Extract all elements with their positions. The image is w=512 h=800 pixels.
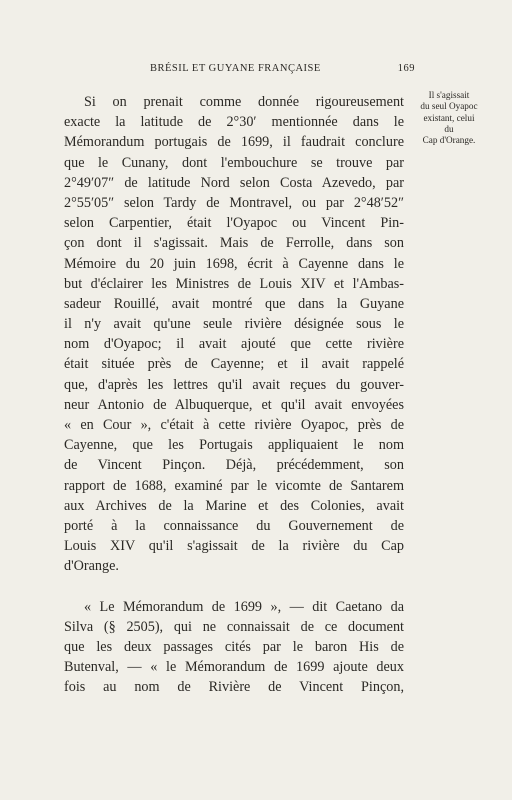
margin-note-line: existant, celui bbox=[423, 112, 475, 123]
text-line: que les deux passages cités par le baron His de bbox=[64, 638, 404, 655]
margin-note-line: du bbox=[444, 123, 454, 134]
text-line: de Vincent Pinçon. Déjà, précédemment, son bbox=[64, 457, 404, 474]
text-line: Mémorandum portugais de 1699, il faudrait conclure bbox=[64, 134, 404, 151]
text-line: d'Orange. bbox=[64, 558, 119, 575]
text-line: Si on prenait comme donnée rigoureusement bbox=[84, 94, 404, 110]
text-line: Silva (§ 2505), qui ne connaissait de ce document bbox=[64, 618, 404, 635]
text-line: que, d'après les lettres qu'il avait reçues du gouver- bbox=[64, 376, 404, 393]
text-line: 2°49′07″ de latitude Nord selon Costa Azevedo, par bbox=[64, 174, 404, 191]
text-line: aux Archives de la Marine et des Colonies, avait bbox=[64, 497, 404, 514]
text-line: 2°55′05″ selon Tardy de Montravel, ou par 2°48′52″ bbox=[64, 194, 404, 211]
text-line: nom d'Oyapoc; il avait ajouté que cette rivière bbox=[64, 336, 404, 353]
text-line: « Le Mémorandum de 1699 », — dit Caetano da bbox=[84, 598, 404, 615]
text-line: exacte la latitude de 2°30′ mentionnée dans le bbox=[64, 114, 404, 131]
text-line: il n'y avait qu'une seule rivière désignée sous le bbox=[64, 316, 404, 333]
text-line: but d'éclairer les Ministres de Louis XIV et l'Ambas- bbox=[64, 275, 404, 292]
text-line: que le Cunany, dont l'embouchure se trouve par bbox=[64, 154, 404, 171]
text-line: neur Antonio de Albuquerque, et qu'il avait envoyées bbox=[64, 396, 404, 413]
running-title: BRÉSIL ET GUYANE FRANÇAISE bbox=[150, 63, 321, 74]
text-line: Butenval, — « le Mémorandum de 1699 ajoute deux bbox=[64, 659, 404, 676]
text-line: fois au nom de Rivière de Vincent Pinçon, bbox=[64, 679, 404, 696]
paragraph-gap bbox=[64, 577, 404, 597]
margin-note-line: Il s'agissait bbox=[428, 90, 470, 100]
paragraph-2 bbox=[64, 597, 404, 698]
text-line: porté à la connaissance du Gouvernement de bbox=[64, 517, 404, 534]
text-line: selon Carpentier, était l'Oyapoc ou Vincent Pin- bbox=[64, 215, 404, 232]
text-line: sadeur Rouillé, avait montré que dans la Guyane bbox=[64, 295, 404, 312]
paragraph-1 bbox=[64, 92, 404, 577]
text-line: Cayenne, que les Portugais appliquaient le nom bbox=[64, 437, 404, 454]
margin-note bbox=[418, 90, 480, 146]
text-line: rapport de 1688, examiné par le vicomte de Santarem bbox=[64, 477, 404, 494]
page-number: 169 bbox=[397, 63, 415, 74]
text-line: était située près de Cayenne; et il avait rappelé bbox=[64, 356, 404, 373]
text-line: Louis XIV qu'il s'agissait de la rivière du Cap bbox=[64, 538, 404, 555]
text-line: « en Cour », c'était à cette rivière Oyapoc, près de bbox=[64, 417, 404, 433]
text-line: çon dont il s'agissait. Mais de Ferrolle, dans son bbox=[64, 235, 404, 252]
margin-note-line: Cap d'Orange. bbox=[422, 135, 476, 146]
text-line: Mémoire du 20 juin 1698, écrit à Cayenne dans le bbox=[64, 255, 404, 272]
margin-note-line: du seul Oyapoc bbox=[420, 101, 478, 112]
body-text bbox=[64, 92, 404, 697]
